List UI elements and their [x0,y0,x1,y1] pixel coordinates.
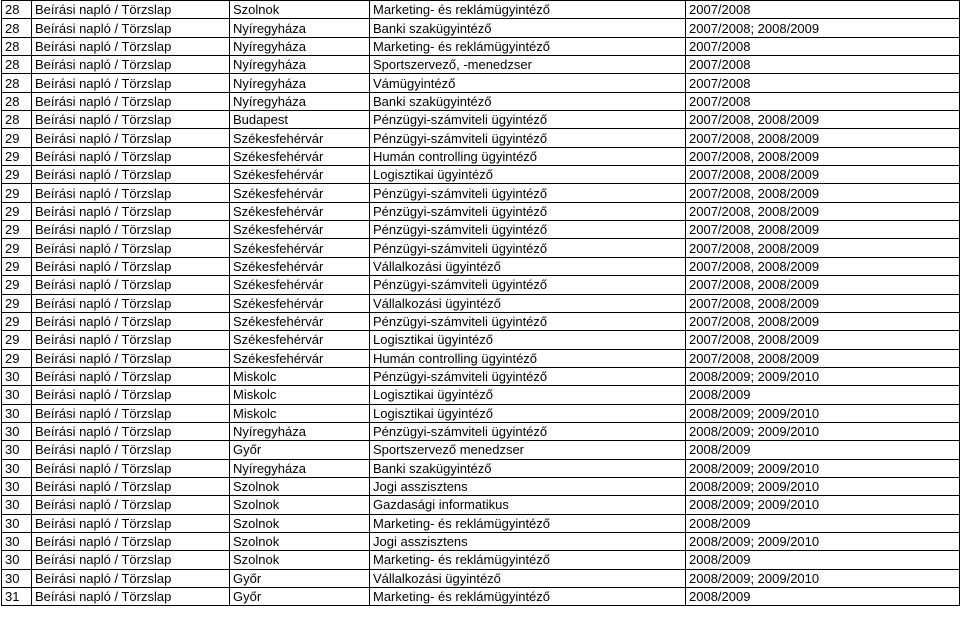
table-row [2,441,960,459]
school-year-cell: 2008/2009; 2009/2010 [686,459,960,477]
city-cell: Székesfehérvár [230,276,370,294]
document-type-cell: Beírási napló / Törzslap [32,312,230,330]
school-year-cell: 2007/2008, 2008/2009 [686,257,960,275]
table-row [2,551,960,569]
qualification-cell: Sportszervező, -menedzser [370,56,686,74]
page-number-cell: 29 [2,147,32,165]
document-type-cell: Beírási napló / Törzslap [32,184,230,202]
school-year-cell: 2007/2008 [686,74,960,92]
page-number-cell: 29 [2,221,32,239]
page-number-cell: 30 [2,514,32,532]
page-number-cell: 28 [2,74,32,92]
qualification-cell: Vállalkozási ügyintéző [370,569,686,587]
page-number-cell: 28 [2,111,32,129]
table-row [2,312,960,330]
table-row [2,37,960,55]
school-year-cell: 2007/2008, 2008/2009 [686,276,960,294]
school-year-cell: 2008/2009; 2009/2010 [686,569,960,587]
document-type-cell: Beírási napló / Törzslap [32,92,230,110]
page-number-cell: 29 [2,294,32,312]
document-type-cell: Beírási napló / Törzslap [32,19,230,37]
school-year-cell: 2007/2008, 2008/2009 [686,166,960,184]
qualification-cell: Pénzügyi-számviteli ügyintéző [370,239,686,257]
city-cell: Miskolc [230,386,370,404]
page-number-cell: 30 [2,404,32,422]
school-year-cell: 2007/2008, 2008/2009 [686,349,960,367]
page-number-cell: 30 [2,569,32,587]
school-year-cell: 2008/2009; 2009/2010 [686,404,960,422]
city-cell: Győr [230,441,370,459]
qualification-cell: Pénzügyi-számviteli ügyintéző [370,129,686,147]
qualification-cell: Pénzügyi-számviteli ügyintéző [370,422,686,440]
table-row [2,276,960,294]
page-number-cell: 30 [2,386,32,404]
table-row [2,588,960,606]
page-number-cell: 28 [2,56,32,74]
school-year-cell: 2007/2008, 2008/2009 [686,184,960,202]
city-cell: Budapest [230,111,370,129]
qualification-cell: Vállalkozási ügyintéző [370,257,686,275]
city-cell: Szolnok [230,514,370,532]
table-row [2,532,960,550]
document-type-cell: Beírási napló / Törzslap [32,331,230,349]
school-year-cell: 2007/2008, 2008/2009 [686,239,960,257]
qualification-cell: Banki szakügyintéző [370,459,686,477]
city-cell: Nyíregyháza [230,92,370,110]
qualification-cell: Pénzügyi-számviteli ügyintéző [370,221,686,239]
document-type-cell: Beírási napló / Törzslap [32,496,230,514]
document-type-cell: Beírási napló / Törzslap [32,422,230,440]
qualification-cell: Pénzügyi-számviteli ügyintéző [370,184,686,202]
school-year-cell: 2007/2008 [686,92,960,110]
page-number-cell: 30 [2,532,32,550]
city-cell: Nyíregyháza [230,56,370,74]
qualification-cell: Marketing- és reklámügyintéző [370,37,686,55]
document-type-cell: Beírási napló / Törzslap [32,551,230,569]
page-number-cell: 29 [2,349,32,367]
school-year-cell: 2007/2008, 2008/2009 [686,202,960,220]
page-number-cell: 28 [2,37,32,55]
qualification-cell: Humán controlling ügyintéző [370,147,686,165]
school-year-cell: 2008/2009 [686,441,960,459]
city-cell: Székesfehérvár [230,221,370,239]
document-type-cell: Beírási napló / Törzslap [32,221,230,239]
records-table [1,0,960,606]
qualification-cell: Marketing- és reklámügyintéző [370,551,686,569]
qualification-cell: Gazdasági informatikus [370,496,686,514]
table-row [2,202,960,220]
city-cell: Győr [230,588,370,606]
document-type-cell: Beírási napló / Törzslap [32,276,230,294]
page-number-cell: 29 [2,239,32,257]
table-row [2,147,960,165]
qualification-cell: Logisztikai ügyintéző [370,166,686,184]
city-cell: Székesfehérvár [230,129,370,147]
document-type-cell: Beírási napló / Törzslap [32,349,230,367]
page-number-cell: 29 [2,129,32,147]
city-cell: Székesfehérvár [230,202,370,220]
document-type-cell: Beírási napló / Törzslap [32,74,230,92]
qualification-cell: Pénzügyi-számviteli ügyintéző [370,111,686,129]
table-row [2,1,960,19]
table-row [2,331,960,349]
city-cell: Szolnok [230,551,370,569]
school-year-cell: 2007/2008 [686,1,960,19]
document-type-cell: Beírási napló / Törzslap [32,1,230,19]
table-row [2,367,960,385]
page-number-cell: 29 [2,184,32,202]
city-cell: Székesfehérvár [230,166,370,184]
qualification-cell: Pénzügyi-számviteli ügyintéző [370,202,686,220]
page-number-cell: 28 [2,1,32,19]
document-type-cell: Beírási napló / Törzslap [32,56,230,74]
city-cell: Székesfehérvár [230,312,370,330]
table-row [2,166,960,184]
page-number-cell: 30 [2,441,32,459]
records-table-body [2,1,960,606]
document-type-cell: Beírási napló / Törzslap [32,514,230,532]
school-year-cell: 2007/2008, 2008/2009 [686,312,960,330]
city-cell: Miskolc [230,367,370,385]
table-row [2,349,960,367]
page-number-cell: 31 [2,588,32,606]
qualification-cell: Banki szakügyintéző [370,19,686,37]
city-cell: Nyíregyháza [230,459,370,477]
city-cell: Székesfehérvár [230,331,370,349]
page-number-cell: 30 [2,459,32,477]
school-year-cell: 2008/2009; 2009/2010 [686,532,960,550]
document-type-cell: Beírási napló / Törzslap [32,569,230,587]
page-number-cell: 29 [2,276,32,294]
school-year-cell: 2007/2008, 2008/2009 [686,294,960,312]
city-cell: Székesfehérvár [230,147,370,165]
school-year-cell: 2008/2009 [686,551,960,569]
city-cell: Nyíregyháza [230,422,370,440]
document-type-cell: Beírási napló / Törzslap [32,129,230,147]
school-year-cell: 2008/2009; 2009/2010 [686,496,960,514]
school-year-cell: 2007/2008, 2008/2009 [686,331,960,349]
table-row [2,129,960,147]
school-year-cell: 2008/2009; 2009/2010 [686,477,960,495]
document-type-cell: Beírási napló / Törzslap [32,441,230,459]
table-row [2,111,960,129]
document-type-cell: Beírási napló / Törzslap [32,459,230,477]
school-year-cell: 2007/2008, 2008/2009 [686,111,960,129]
city-cell: Szolnok [230,1,370,19]
document-type-cell: Beírási napló / Törzslap [32,239,230,257]
qualification-cell: Marketing- és reklámügyintéző [370,514,686,532]
school-year-cell: 2007/2008; 2008/2009 [686,19,960,37]
document-type-cell: Beírási napló / Törzslap [32,147,230,165]
school-year-cell: 2007/2008, 2008/2009 [686,147,960,165]
table-row [2,74,960,92]
school-year-cell: 2008/2009 [686,514,960,532]
qualification-cell: Logisztikai ügyintéző [370,331,686,349]
qualification-cell: Pénzügyi-számviteli ügyintéző [370,367,686,385]
page-number-cell: 29 [2,312,32,330]
qualification-cell: Banki szakügyintéző [370,92,686,110]
qualification-cell: Marketing- és reklámügyintéző [370,588,686,606]
table-row [2,221,960,239]
document-type-cell: Beírási napló / Törzslap [32,166,230,184]
school-year-cell: 2008/2009 [686,588,960,606]
table-row [2,257,960,275]
qualification-cell: Logisztikai ügyintéző [370,404,686,422]
qualification-cell: Vámügyintéző [370,74,686,92]
qualification-cell: Marketing- és reklámügyintéző [370,1,686,19]
table-row [2,404,960,422]
table-row [2,496,960,514]
page-number-cell: 30 [2,551,32,569]
page-number-cell: 29 [2,202,32,220]
page-number-cell: 30 [2,422,32,440]
table-row [2,19,960,37]
page-number-cell: 29 [2,257,32,275]
table-row [2,422,960,440]
qualification-cell: Sportszervező menedzser [370,441,686,459]
document-type-cell: Beírási napló / Törzslap [32,367,230,385]
qualification-cell: Logisztikai ügyintéző [370,386,686,404]
page-number-cell: 30 [2,477,32,495]
document-type-cell: Beírási napló / Törzslap [32,37,230,55]
document-type-cell: Beírási napló / Törzslap [32,294,230,312]
table-row [2,569,960,587]
document-type-cell: Beírási napló / Törzslap [32,404,230,422]
city-cell: Miskolc [230,404,370,422]
city-cell: Székesfehérvár [230,239,370,257]
qualification-cell: Pénzügyi-számviteli ügyintéző [370,276,686,294]
document-type-cell: Beírási napló / Törzslap [32,111,230,129]
city-cell: Szolnok [230,477,370,495]
qualification-cell: Jogi asszisztens [370,532,686,550]
city-cell: Szolnok [230,496,370,514]
document-type-cell: Beírási napló / Törzslap [32,588,230,606]
school-year-cell: 2007/2008, 2008/2009 [686,129,960,147]
table-row [2,386,960,404]
city-cell: Székesfehérvár [230,349,370,367]
table-row [2,56,960,74]
school-year-cell: 2007/2008 [686,37,960,55]
table-row [2,477,960,495]
page-number-cell: 29 [2,166,32,184]
school-year-cell: 2007/2008, 2008/2009 [686,221,960,239]
qualification-cell: Vállalkozási ügyintéző [370,294,686,312]
school-year-cell: 2008/2009; 2009/2010 [686,367,960,385]
table-row [2,184,960,202]
city-cell: Szolnok [230,532,370,550]
table-row [2,92,960,110]
qualification-cell: Jogi asszisztens [370,477,686,495]
city-cell: Székesfehérvár [230,257,370,275]
city-cell: Székesfehérvár [230,184,370,202]
city-cell: Győr [230,569,370,587]
qualification-cell: Humán controlling ügyintéző [370,349,686,367]
document-type-cell: Beírási napló / Törzslap [32,477,230,495]
table-row [2,239,960,257]
table-row [2,459,960,477]
city-cell: Nyíregyháza [230,74,370,92]
table-row [2,514,960,532]
document-type-cell: Beírási napló / Törzslap [32,202,230,220]
document-type-cell: Beírási napló / Törzslap [32,257,230,275]
page-number-cell: 28 [2,92,32,110]
page-number-cell: 30 [2,367,32,385]
page-number-cell: 30 [2,496,32,514]
table-row [2,294,960,312]
school-year-cell: 2008/2009; 2009/2010 [686,422,960,440]
page-number-cell: 29 [2,331,32,349]
school-year-cell: 2008/2009 [686,386,960,404]
school-year-cell: 2007/2008 [686,56,960,74]
document-type-cell: Beírási napló / Törzslap [32,386,230,404]
qualification-cell: Pénzügyi-számviteli ügyintéző [370,312,686,330]
page-number-cell: 28 [2,19,32,37]
city-cell: Nyíregyháza [230,19,370,37]
city-cell: Nyíregyháza [230,37,370,55]
city-cell: Székesfehérvár [230,294,370,312]
document-type-cell: Beírási napló / Törzslap [32,532,230,550]
